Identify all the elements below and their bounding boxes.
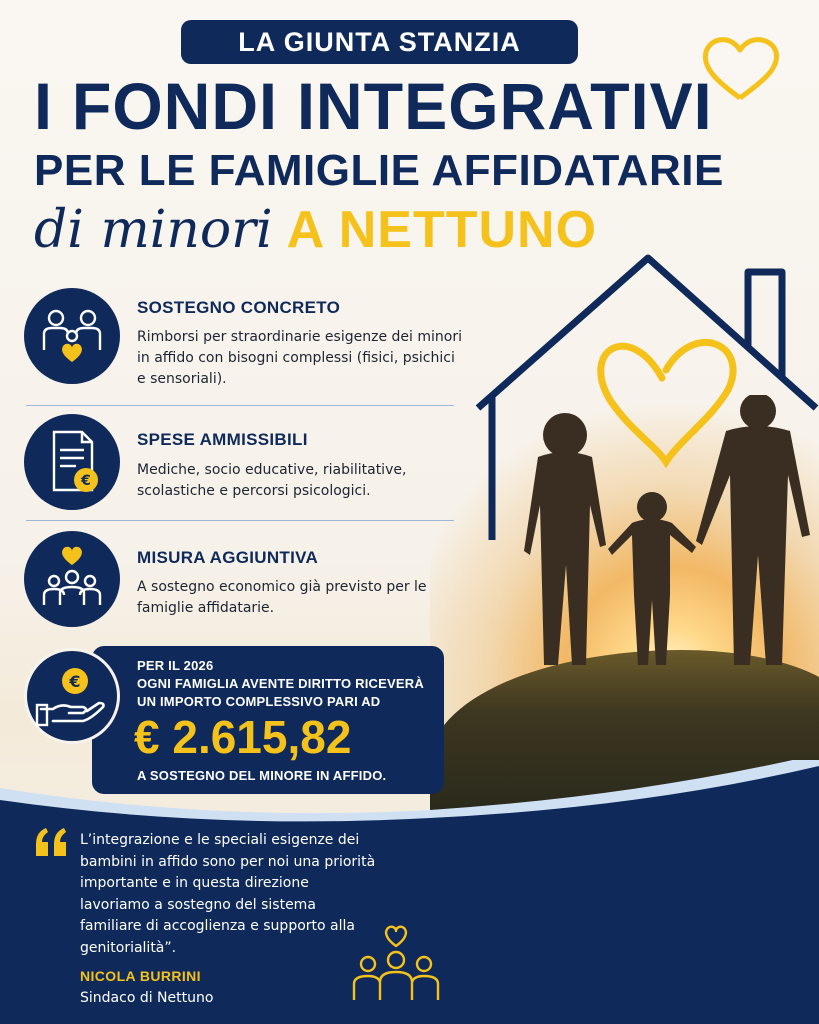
hand-euro-icon [24, 648, 120, 744]
header-badge: LA GIUNTA STANZIA [181, 20, 578, 64]
page-title: I FONDI INTEGRATIVI [34, 69, 713, 143]
feature-title: MISURA AGGIUNTIVA [137, 548, 319, 567]
page-subtitle: PER LE FAMIGLIE AFFIDATARIE [34, 146, 724, 195]
quote-author: NICOLA BURRINI [80, 968, 201, 984]
amount-value: € 2.615,82 [134, 711, 352, 763]
svg-text:€: € [81, 473, 91, 489]
title-script-text: di minori [34, 200, 273, 260]
amount-purpose: A SOSTEGNO DEL MINORE IN AFFIDO. [137, 768, 387, 783]
feature-text: A sostegno economico già previsto per le famiglie affidatarie. [137, 579, 427, 616]
feature-title: SOSTEGNO CONCRETO [137, 298, 341, 317]
divider [26, 405, 454, 406]
family-silhouette [520, 395, 819, 685]
feature-title: SPESE AMMISSIBILI [137, 430, 308, 449]
family-group-heart-icon [346, 920, 446, 1004]
divider [26, 520, 454, 521]
heart-outline-icon [698, 28, 782, 112]
document-euro-icon [24, 414, 120, 510]
amount-intro: OGNI FAMIGLIA AVENTE DIRITTO RICEVERÀ [137, 676, 424, 691]
feature-text: Mediche, socio educative, riabilitative, scolastiche e percorsi psicologici. [137, 462, 407, 499]
title-accent-text: A NETTUNO [286, 201, 598, 259]
title-third-line [34, 200, 597, 260]
family-heart-icon [24, 288, 120, 384]
quote-mark-icon [32, 826, 72, 858]
quote-text: L’integrazione e le speciali esigenze dei bambini in affido sono per noi una priorità importante e in questa direzione lavoriamo a sostegno del sistema familiare di accoglienza e supporto alla genitorialità”. [80, 832, 376, 956]
amount-intro-2: UN IMPORTO COMPLESSIVO PARI AD [137, 694, 381, 709]
quote-author-role: Sindaco di Nettuno [80, 990, 214, 1006]
feature-text: Rimborsi per straordinarie esigenze dei minori in affido con bisogni complessi (fisici, psichici e sensoriali). [137, 329, 462, 387]
svg-text:€: € [69, 672, 81, 691]
amount-year: PER IL 2026 [137, 658, 214, 673]
group-heart-icon [24, 531, 120, 627]
